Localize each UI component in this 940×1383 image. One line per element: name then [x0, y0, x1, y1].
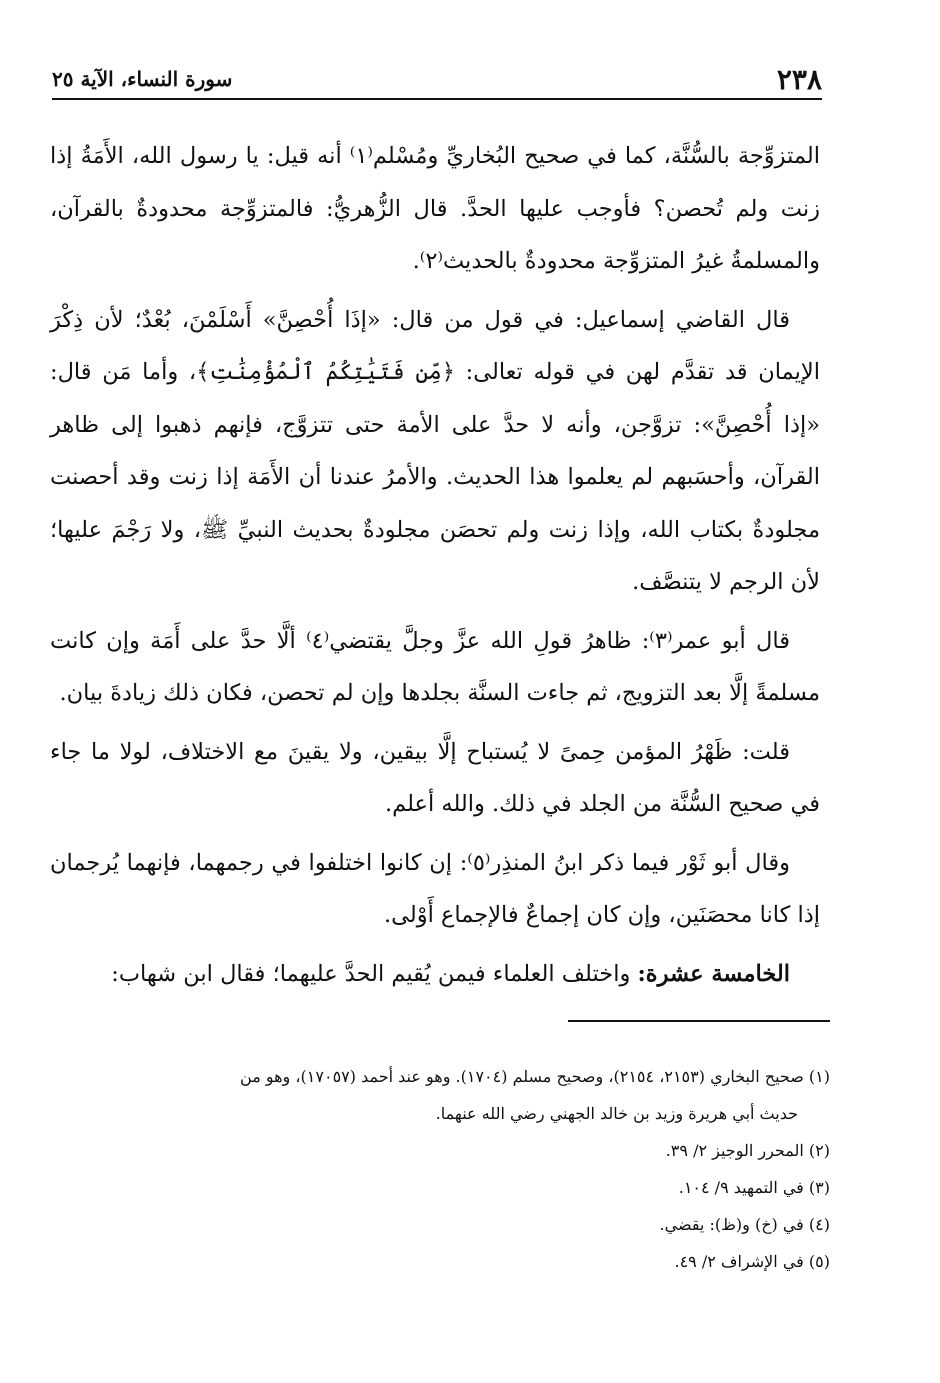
footnote-1-continued: حديث أبي هريرة وزيد بن خالد الجهني رضي الله عنهما. [435, 1104, 798, 1123]
footnote-2: (٢) المحرر الوجيز ٢/ ٣٩. [665, 1141, 830, 1160]
paragraph-5: وقال أبو ثَوْر فيما ذكر ابنُ المنذِر⁽٥⁾: إن كانوا اختلفوا في رجمهما، فإنهما يُرجمان إذا كانا محصَنَين، وإن كان إجماعٌ فالإجماع أَوْلى. [50, 849, 820, 928]
footnote-5: (٥) في الإشراف ٢/ ٤٩. [674, 1252, 830, 1271]
paragraph-2 [50, 294, 820, 609]
footnotes [60, 1058, 830, 1280]
paragraph-6 [50, 948, 820, 1001]
footnote-1: (١) صحيح البخاري (٢١٥٣، ٢١٥٤)، وصحيح مسلم (١٧٠٤). وهو عند أحمد (١٧٠٥٧)، وهو من [240, 1067, 830, 1086]
paragraph-2-part-b: ، وأما مَن قال: «إذا أُحْصِنَّ»: تزوَّجن، وأنه لا حدَّ على الأمة حتى تتزوَّج، فإنهم ذهبوا إلى ظاهر القرآن، وأحسَبهم لم يعلموا هذا الحديث. والأمرُ عندنا أن الأَمَة إذا زنت وقد أحصنت مجلودةٌ بكتاب الله، وإذا زنت ولم تحصَن مجلودةٌ بحديث النبيِّ ﷺ، ولا رَجْمَ عليها؛ لأن الرجم لا يتنصَّف. [50, 359, 820, 595]
surah-title: سورة النساء، الآية ٢٥ [52, 67, 233, 91]
paragraph-1: المتزوِّجة بالسُّنَّة، كما في صحيح البُخاريِّ ومُسْلم⁽١⁾ أنه قيل: يا رسول الله، الأَمَةُ إذا زنت ولم تُحصن؟ فأوجب عليها الحدَّ. قال الزُّهريُّ: فالمتزوِّجة محدودةٌ بالقرآن، والمسلمةُ غيرُ المتزوِّجة محدودةٌ بالحديث⁽٢⁾. [50, 143, 820, 274]
page-number: ٢٣٨ [776, 62, 822, 96]
footnote-3: (٣) في التمهيد ٩/ ١٠٤. [678, 1178, 830, 1197]
paragraph-6-text: واختلف العلماء فيمن يُقيم الحدَّ عليهما؛ فقال ابن شهاب: [111, 960, 638, 987]
paragraph-4: قلت: ظَهْرُ المؤمن حِمىً لا يُستباح إلَّا بيقين، ولا يقينَ مع الاختلاف، لولا ما جاء في صحيح السُّنَّة من الجلد في ذلك. والله أعلم. [50, 738, 820, 817]
quran-verse: ﴿مِّن فَتَيَٰتِكُمُ ٱلْمُؤْمِنَٰتِ﴾ [196, 359, 455, 385]
paragraph-2-part-a: قال القاضي إسماعيل: في قول من قال: «إذَا أُحْصِنَّ» أَسْلَمْنَ، بُعْدٌ؛ لأن ذِكْرَ الإيمان قد تقدَّم لهن في قوله تعالى: [50, 306, 821, 385]
running-header [52, 60, 822, 100]
main-text [50, 130, 820, 1006]
footnote-4: (٤) في (خ) و(ظ): يقضي. [659, 1215, 830, 1234]
footnote-divider [568, 1020, 830, 1022]
section-heading: الخامسة عشرة: [637, 960, 790, 987]
paragraph-3: قال أبو عمر⁽٣⁾: ظاهرُ قولِ الله عزَّ وجلَّ يقتضي⁽٤⁾ ألَّا حدَّ على أَمَة وإن كانت مسلمةً إلَّا بعد التزويج، ثم جاءت السنَّة بجلدها وإن لم تحصن، فكان ذلك زيادةَ بيان. [50, 627, 820, 706]
